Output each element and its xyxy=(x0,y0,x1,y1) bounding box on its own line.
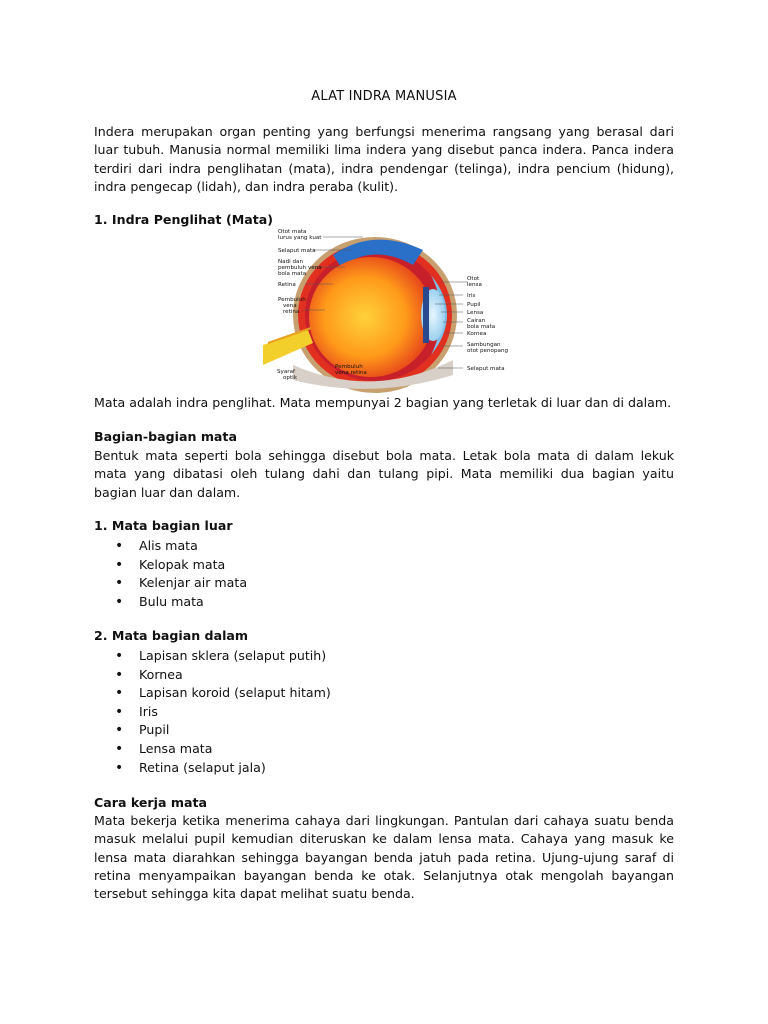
luar-list xyxy=(94,537,247,611)
bagian-paragraph: Bentuk mata seperti bola sehingga disebut bola mata. Letak bola mata di dalam lekuk mata yang dibatasi oleh tulang dahi dan tulang pipi. Mata memiliki dua bagian yaitu bagian luar dan dalam. xyxy=(94,448,674,500)
label-sambungan-2: otot penopang xyxy=(467,348,509,354)
label-pembuluh-bottom-2: vena retina xyxy=(335,370,367,376)
cara-heading: Cara kerja mata xyxy=(94,795,207,810)
label-otot-lurus-1: Otot mata xyxy=(278,229,307,235)
mata-description: Mata adalah indra penglihat. Mata mempunyai 2 bagian yang terletak di luar dan di dalam. xyxy=(94,395,672,410)
list-item: • Iris xyxy=(94,703,331,722)
label-selaput-mata-right: Selaput mata xyxy=(467,366,505,372)
list-item: • Lapisan koroid (selaput hitam) xyxy=(94,684,331,703)
page-title: ALAT INDRA MANUSIA xyxy=(311,89,457,104)
luar-heading: 1. Mata bagian luar xyxy=(94,518,233,533)
label-iris: Iris xyxy=(467,293,476,299)
label-lensa: Lensa xyxy=(467,310,484,316)
label-pembuluh-vena-3: retina xyxy=(283,309,300,315)
label-nadi-1: Nadi dan xyxy=(278,259,304,265)
label-cairan-1: Cairan xyxy=(467,318,486,324)
list-item: • Pupil xyxy=(94,721,331,740)
label-otot-lurus-2: lurus yang kuat xyxy=(278,235,322,241)
label-pembuluh-vena-1: Pembuluh xyxy=(278,297,306,303)
eye-anatomy-diagram xyxy=(263,225,509,390)
label-pembuluh-vena-2: vena xyxy=(283,303,297,309)
dalam-list xyxy=(94,647,331,777)
iris-shape xyxy=(423,287,429,343)
label-kornea: Kornea xyxy=(467,331,487,337)
label-pembuluh-bottom-1: Pembuluh xyxy=(335,364,363,370)
dalam-heading: 2. Mata bagian dalam xyxy=(94,628,249,643)
section-heading-mata: 1. Indra Penglihat (Mata) xyxy=(94,212,274,227)
list-item: • Kornea xyxy=(94,666,331,685)
list-item: • Retina (selaput jala) xyxy=(94,759,331,778)
list-item: • Alis mata xyxy=(94,537,247,556)
list-item: • Kelopak mata xyxy=(94,556,247,575)
vitreous-body-shape xyxy=(309,257,433,377)
list-item: • Lensa mata xyxy=(94,740,331,759)
label-nadi-2: pembuluh vena xyxy=(278,265,322,271)
cara-paragraph: Mata bekerja ketika menerima cahaya dari lingkungan. Pantulan dari cahaya suatu benda masuk melalui pupil kemudian diteruskan ke dalam lensa mata. Cahaya yang masuk ke lensa mata diarahkan sehingga bayangan benda jatuh pada retina. Ujung-ujung saraf di retina menyampaikan bayangan benda ke otak. Selanjutnya otak mengolah bayangan tersebut sehingga kita dapat melihat suatu benda. xyxy=(94,813,674,902)
label-retina: Retina xyxy=(278,282,296,288)
label-otot-lensa-2: lensa xyxy=(467,282,482,288)
label-syaraf-2: optik xyxy=(283,375,297,381)
list-item: • Lapisan sklera (selaput putih) xyxy=(94,647,331,666)
label-pupil: Pupil xyxy=(467,302,481,308)
label-otot-lensa-1: Otot xyxy=(467,276,480,282)
label-nadi-3: bola mata xyxy=(278,271,307,277)
eye-diagram-svg xyxy=(263,225,509,390)
label-selaput-mata: Selaput mata xyxy=(278,248,316,254)
bagian-heading: Bagian-bagian mata xyxy=(94,429,237,444)
label-cairan-2: bola mata xyxy=(467,324,496,330)
label-syaraf-1: Syaraf xyxy=(277,369,295,375)
list-item: • Kelenjar air mata xyxy=(94,574,247,593)
list-item: • Bulu mata xyxy=(94,593,247,612)
intro-paragraph: Indera merupakan organ penting yang berfungsi menerima rangsang yang berasal dari luar tubuh. Manusia normal memiliki lima indera yang disebut panca indera. Panca indera terdiri dari indra penglihatan (mata), indra pendengar (telinga), indra pencium (hidung), indra pengecap (lidah), dan indra peraba (kulit). xyxy=(94,124,674,194)
label-sambungan-1: Sambungan xyxy=(467,342,501,348)
